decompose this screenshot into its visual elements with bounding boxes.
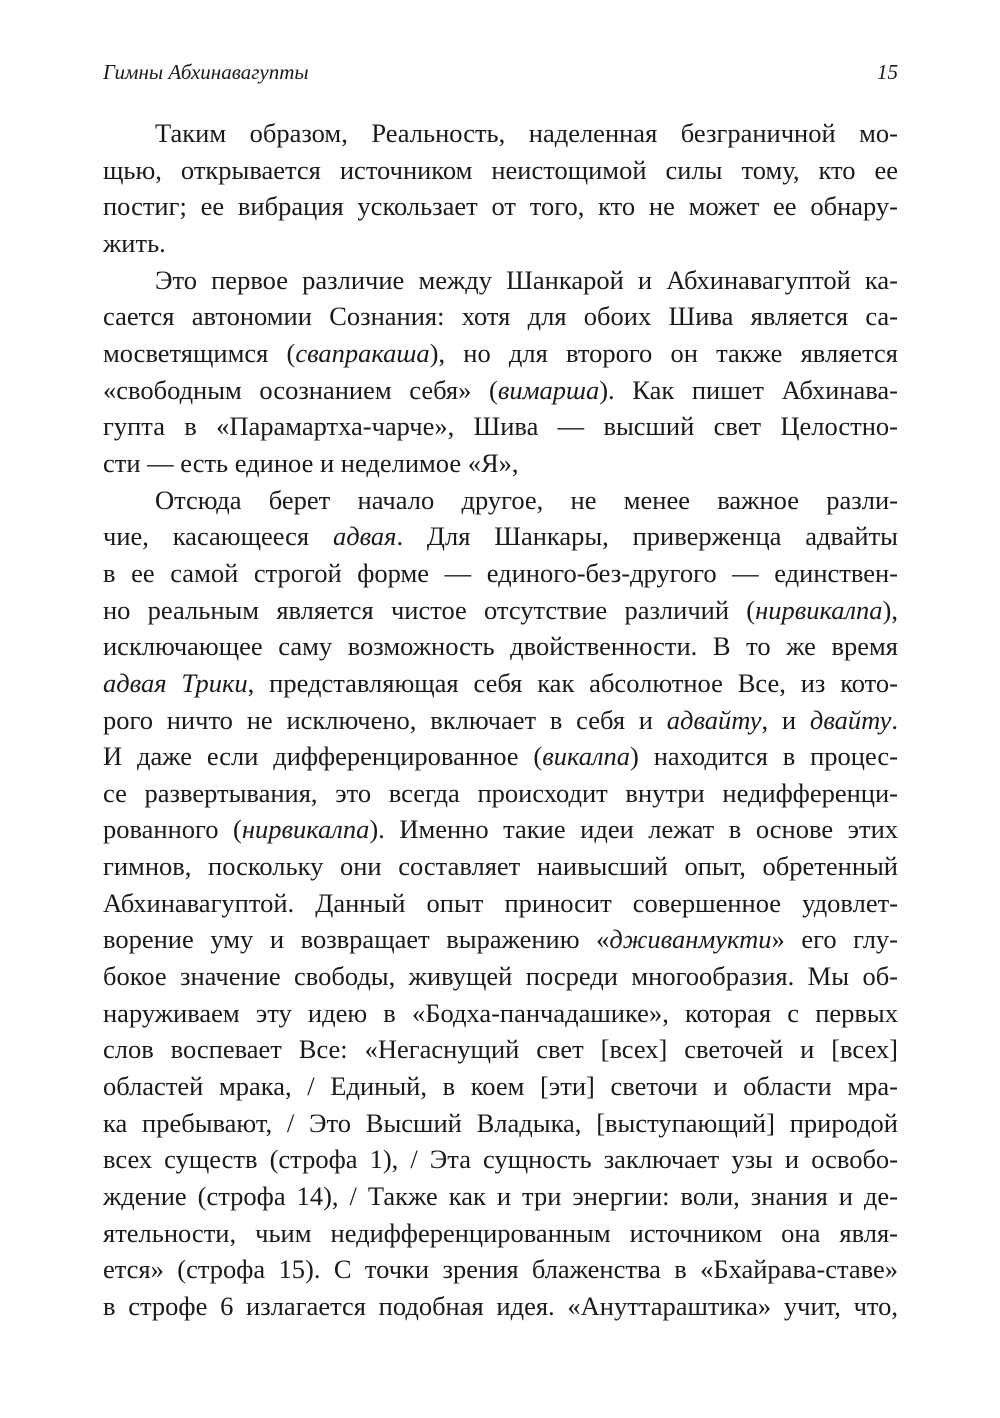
text-segment: жить. <box>103 227 166 258</box>
text-segment: бокое значение свободы, живущей посреди многообразия. Мы об- <box>103 961 898 992</box>
text-segment: в строфе 6 излагается подобная идея. «Ануттараштика» учит, что, <box>103 1291 898 1321</box>
text-segment: » его глу- <box>771 924 898 955</box>
paragraph-3-line <box>103 665 898 702</box>
paragraph-2-line <box>103 372 898 409</box>
italic-term: вимарша <box>497 374 600 405</box>
text-segment: . <box>891 704 898 735</box>
text-segment: сти — есть единое и неделимое «Я», <box>103 447 519 478</box>
paragraph-3-line <box>103 628 898 665</box>
text-segment: ка пребывают, / Это Высший Владыка, [выступающий] природой <box>103 1107 898 1138</box>
text-segment: Таким образом, Реальность, наделенная безграничной мо- <box>155 118 898 148</box>
paragraph-3-line <box>103 848 898 885</box>
text-segment: чие, касающееся <box>103 521 333 552</box>
text-segment: наруживаем эту идею в «Бодха-панчадашике», которая с первых <box>103 997 898 1028</box>
text-segment: Отсюда берет начало другое, не менее важное разли- <box>155 484 898 515</box>
paragraph-3-line <box>103 958 898 995</box>
text-segment: , и <box>761 704 810 735</box>
paragraph-3-line <box>103 1215 898 1252</box>
paragraph-2-line <box>103 408 898 445</box>
text-segment: сается автономии Сознания: хотя для обоих Шива является са- <box>103 301 898 332</box>
text-segment: областей мрака, / Единый, в коем [эти] светочи и области мра- <box>103 1071 898 1102</box>
text-segment: щью, открывается источником неистощимой силы тому, кто ее <box>103 154 898 185</box>
italic-term: викалпа <box>542 741 631 772</box>
paragraph-3-line <box>103 518 898 555</box>
text-segment: в ее самой строгой форме — единого-без-другого — единствен- <box>103 557 898 588</box>
paragraph-3-line <box>103 995 898 1032</box>
text-segment: ). Именно такие идеи лежат в основе этих <box>369 814 898 845</box>
paragraph-1-line <box>103 152 898 189</box>
text-segment: мосветящимся ( <box>103 337 296 368</box>
text-segment: . Для Шанкары, приверженца адвайты <box>396 521 898 552</box>
paragraph-1-line <box>103 188 898 225</box>
text-segment: Абхинавагуптой. Данный опыт приносит совершенное удовлет- <box>103 887 898 918</box>
paragraph-3-line <box>103 775 898 812</box>
paragraph-3-line <box>103 811 898 848</box>
paragraph-2-line <box>103 445 898 482</box>
paragraph-3-line <box>103 702 898 739</box>
text-segment: «свободным осознанием себя» ( <box>103 374 498 405</box>
page-number: 15 <box>877 60 898 84</box>
text-segment: ), <box>882 594 898 625</box>
text-segment: се развертывания, это всегда происходит внутри недифференци- <box>103 777 898 808</box>
text-segment: рого ничто не исключено, включает в себя и <box>103 704 667 735</box>
text-segment: но реальным является чистое отсутствие различий ( <box>103 594 756 625</box>
paragraph-2-line <box>103 298 898 335</box>
paragraph-3-line <box>103 1288 898 1325</box>
running-head-title: Гимны Абхинавагупты <box>103 60 309 84</box>
text-segment: И даже если дифференцированное ( <box>103 741 543 772</box>
text-segment: ) находится в процес- <box>630 741 898 772</box>
paragraph-2-line <box>103 335 898 372</box>
italic-term: свапракаша <box>295 337 430 368</box>
running-head <box>103 60 898 90</box>
text-segment: ), но для второго он также является <box>429 337 898 368</box>
paragraph-2-line <box>103 262 898 299</box>
paragraph-3-line <box>103 738 898 775</box>
italic-term: адвайту <box>666 704 762 735</box>
text-segment: постиг; ее вибрация ускользает от того, кто не может ее обнару- <box>103 191 898 222</box>
text-segment: всех существ (строфа 1), / Эта сущность заключает узы и освобо- <box>103 1144 898 1175</box>
paragraph-3-line <box>103 555 898 592</box>
paragraph-3-line <box>103 1068 898 1105</box>
text-segment: гимнов, поскольку они составляет наивысший опыт, обретенный <box>103 851 898 882</box>
paragraph-1-line <box>103 225 898 262</box>
paragraph-3-line <box>103 1105 898 1142</box>
italic-term: адвая Трики <box>103 667 248 698</box>
italic-term: дживанмукти <box>609 924 772 955</box>
italic-term: адвая <box>332 521 397 552</box>
text-segment: ). Как пишет Абхинава- <box>599 374 898 405</box>
paragraph-3-line <box>103 1031 898 1068</box>
italic-term: нирвикалпа <box>755 594 883 625</box>
paragraph-3-line <box>103 482 898 519</box>
paragraph-1-line <box>103 115 898 152</box>
text-segment: ется» (строфа 15). С точки зрения блаженства в «Бхайрава-ставе» <box>103 1254 898 1285</box>
text-segment: рованного ( <box>103 814 242 845</box>
text-segment: ждение (строфа 14), / Также как и три энергии: воли, знания и де- <box>103 1181 898 1212</box>
paragraph-3-line <box>103 1178 898 1215</box>
text-segment: гупта в «Парамартха-чарче», Шива — высший свет Целостно- <box>103 411 898 442</box>
paragraph-3-line <box>103 921 898 958</box>
text-segment: ворение уму и возвращает выражению « <box>103 924 610 955</box>
text-segment: исключающее саму возможность двойственности. В то же время <box>103 631 898 662</box>
paragraph-3-line <box>103 1251 898 1288</box>
text-segment: слов воспевает Все: «Негаснущий свет [всех] светочей и [всех] <box>103 1034 898 1065</box>
text-segment: ятельности, чьим недифференцированным источником она явля- <box>103 1217 898 1248</box>
italic-term: нирвикалпа <box>241 814 370 845</box>
italic-term: двайту <box>809 704 892 735</box>
paragraph-3-line <box>103 885 898 922</box>
text-segment: , представляющая себя как абсолютное Все, из кото- <box>247 667 898 698</box>
paragraph-3-line <box>103 1141 898 1178</box>
text-segment: Это первое различие между Шанкарой и Абхинавагуптой ка- <box>155 264 898 295</box>
body-text <box>103 115 898 1325</box>
paragraph-3-line <box>103 592 898 629</box>
